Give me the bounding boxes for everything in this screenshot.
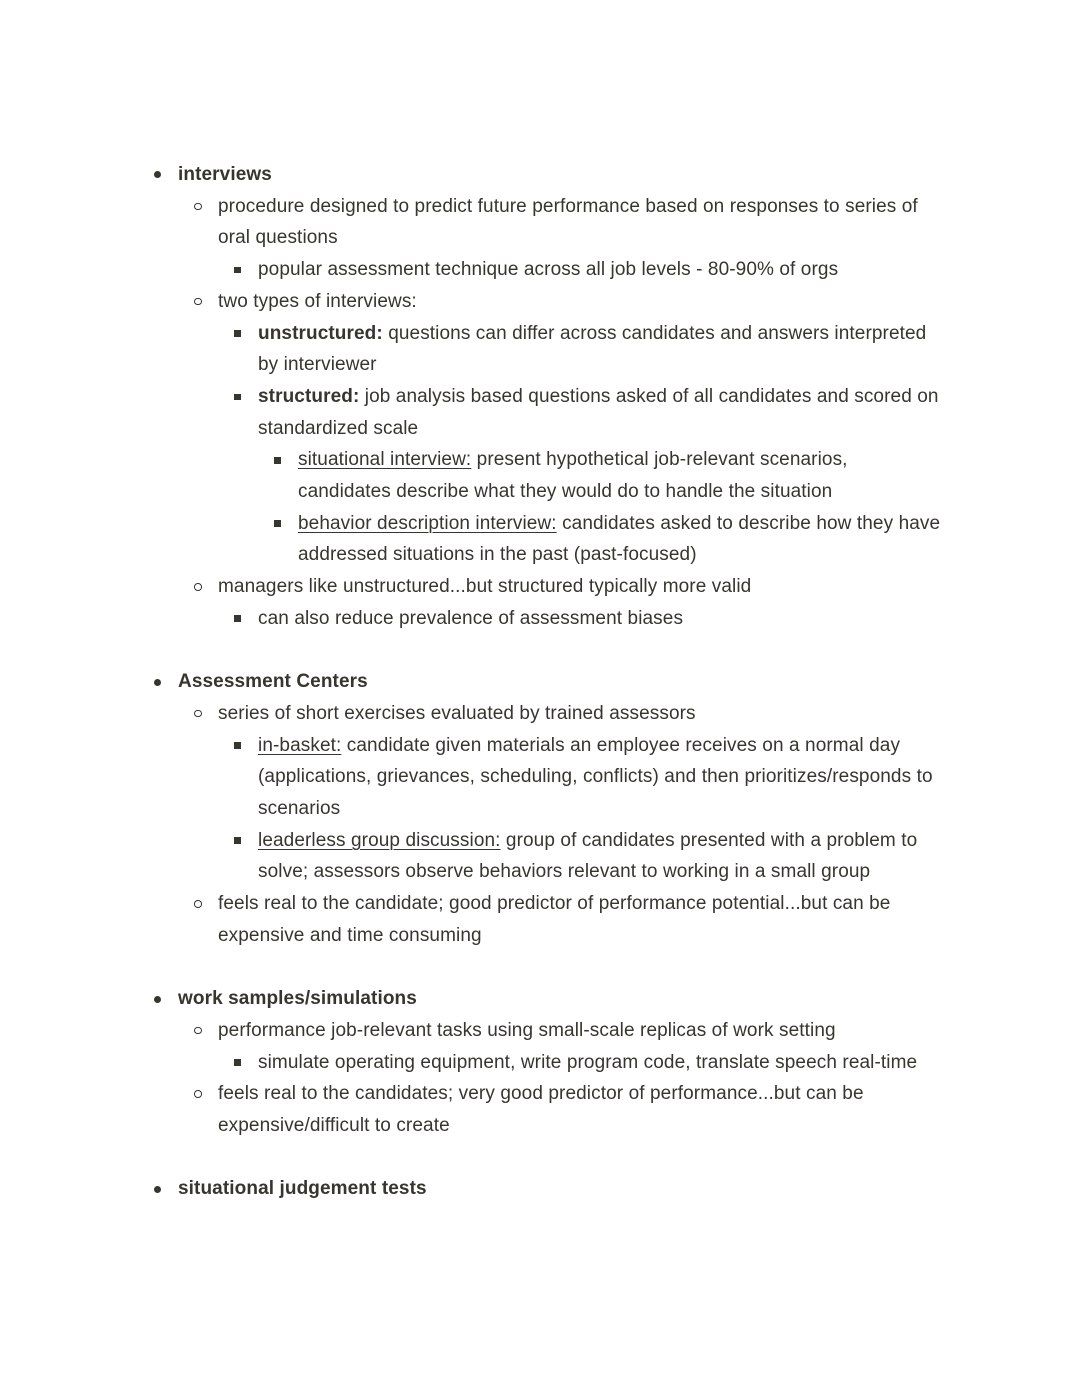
square-bullet-icon	[233, 825, 258, 857]
circle-bullet-icon	[193, 1015, 218, 1047]
square-bullet-icon	[233, 1047, 258, 1079]
list-item-text	[298, 508, 942, 571]
list-item	[153, 159, 942, 191]
square-bullet-icon	[273, 444, 298, 476]
list-item-text	[298, 444, 942, 507]
square-bullet-icon	[233, 318, 258, 350]
list-item	[193, 1015, 942, 1047]
list-item-rest: present hypothetical job-relevant scenarios, candidates describe what they would do to handle the situation	[298, 449, 848, 503]
list-item-text: managers like unstructured...but structured typically more valid	[218, 576, 752, 598]
list-item-rest: candidate given materials an employee receives on a normal day (applications, grievances, scheduling, conflicts) and then prioritizes/responds to scenarios	[258, 734, 933, 820]
list-item	[273, 444, 942, 507]
list-item-rest: questions can differ across candidates and answers interpreted by interviewer	[258, 322, 927, 376]
list-item	[193, 191, 942, 254]
circle-bullet-icon	[193, 888, 218, 920]
list-item-text: simulate operating equipment, write program code, translate speech real-time	[258, 1051, 918, 1073]
list-item-rest: candidates asked to describe how they have addressed situations in the past (past-focused)	[298, 512, 941, 566]
circle-bullet-icon	[193, 191, 218, 223]
circle-bullet-icon	[193, 286, 218, 318]
square-bullet-icon	[233, 730, 258, 762]
list-item-text: interviews	[178, 164, 272, 185]
list-item-text: can also reduce prevalence of assessment biases	[258, 607, 684, 629]
list-item	[233, 1047, 942, 1079]
list-item-text: two types of interviews:	[218, 290, 417, 312]
list-item-lead: unstructured:	[258, 322, 383, 344]
disc-bullet-icon	[153, 159, 178, 191]
disc-bullet-icon	[153, 983, 178, 1015]
list-item-text: Assessment Centers	[178, 671, 368, 693]
list-item-text	[258, 730, 942, 825]
list-item-text	[258, 825, 942, 888]
list-item	[193, 698, 942, 730]
list-item-lead: leaderless group discussion:	[258, 829, 501, 851]
list-item-lead: in-basket:	[258, 734, 342, 756]
list-item-lead: situational interview:	[298, 449, 472, 471]
list-item-text: popular assessment technique across all job levels - 80-90% of orgs	[258, 259, 839, 281]
list-item-text: situational judgement tests	[178, 1178, 427, 1200]
list-item	[233, 254, 942, 286]
list-item-lead: behavior description interview:	[298, 512, 557, 534]
disc-bullet-icon	[153, 1173, 178, 1205]
list-item	[233, 603, 942, 635]
square-bullet-icon	[233, 381, 258, 413]
list-item-text: procedure designed to predict future performance based on responses to series of oral questions	[218, 195, 918, 249]
list-item	[153, 666, 942, 698]
list-item	[193, 571, 942, 603]
list-item	[273, 508, 942, 571]
list-item-rest: job analysis based questions asked of all candidates and scored on standardized scale	[258, 385, 939, 439]
list-item	[153, 983, 942, 1015]
list-item	[153, 1173, 942, 1205]
list-item-lead: structured:	[258, 385, 360, 407]
circle-bullet-icon	[193, 698, 218, 730]
list-item	[193, 1078, 942, 1141]
square-bullet-icon	[233, 254, 258, 286]
bulleted-list	[153, 159, 942, 1205]
list-item-text	[258, 318, 942, 381]
list-item-text: feels real to the candidates; very good predictor of performance...but can be expensive/difficult to create	[218, 1083, 864, 1137]
list-item	[233, 730, 942, 825]
disc-bullet-icon	[153, 666, 178, 698]
square-bullet-icon	[233, 603, 258, 635]
list-item	[193, 888, 942, 951]
list-item-rest: group of candidates presented with a problem to solve; assessors observe behaviors relevant to working in a small group	[258, 829, 918, 883]
list-item-text: series of short exercises evaluated by trained assessors	[218, 702, 696, 724]
circle-bullet-icon	[193, 571, 218, 603]
list-item-text: work samples/simulations	[178, 988, 417, 1010]
list-item-text	[258, 381, 942, 444]
list-item-text: performance job-relevant tasks using small-scale replicas of work setting	[218, 1019, 836, 1041]
list-item	[233, 318, 942, 381]
list-item	[233, 381, 942, 444]
list-item-text: feels real to the candidate; good predictor of performance potential...but can be expensive and time consuming	[218, 893, 891, 946]
square-bullet-icon	[273, 508, 298, 540]
list-item	[193, 286, 942, 318]
circle-bullet-icon	[193, 1078, 218, 1110]
list-item	[233, 825, 942, 888]
